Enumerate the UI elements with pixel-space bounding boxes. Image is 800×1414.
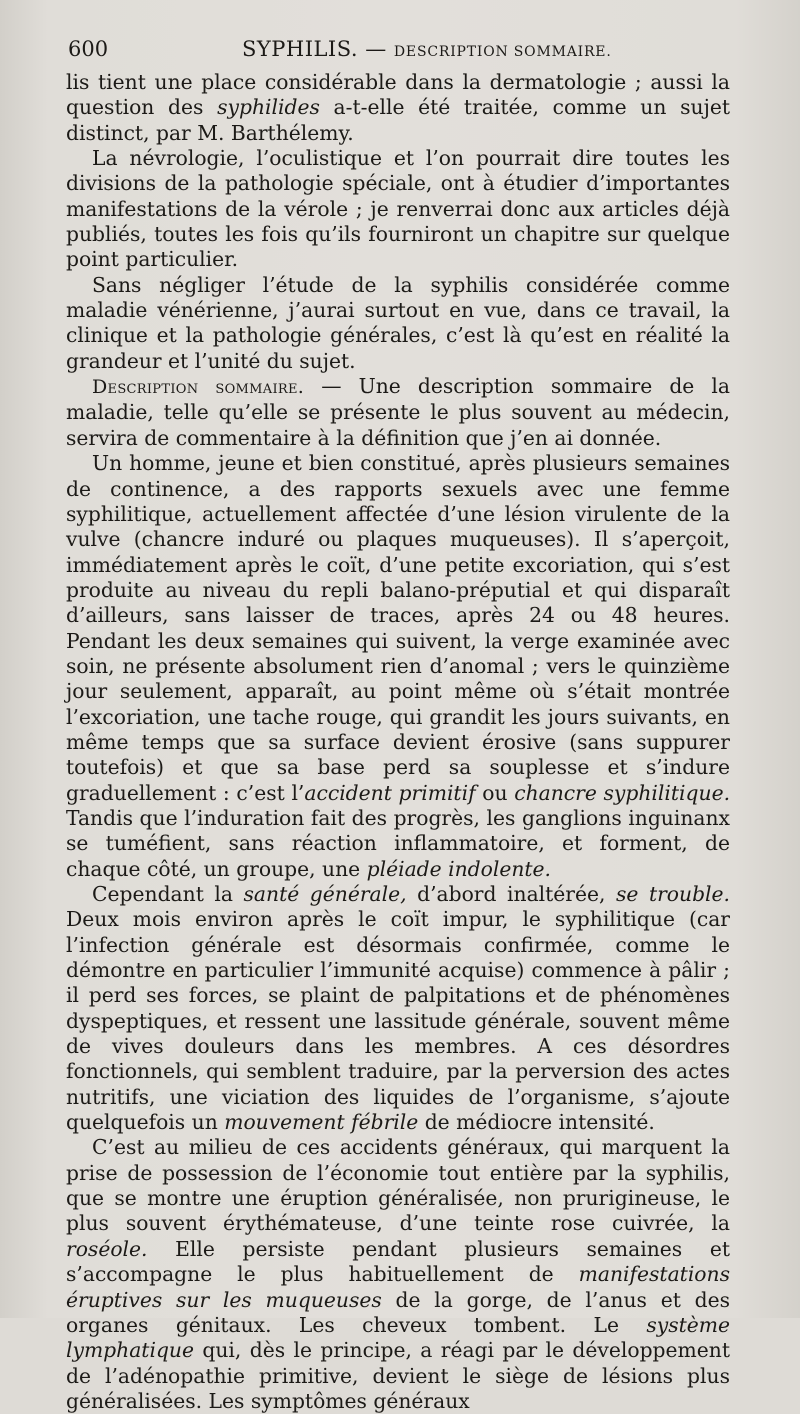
text-run: — Une description sommaire de la maladie, telle qu’elle se présente le plus souvent au médecin, servira de commentaire à la définition que j’en ai donnée.	[66, 374, 730, 450]
italic-phrase: système lymphatique	[66, 1312, 730, 1363]
page-number: 600	[68, 37, 109, 61]
section-heading: Description sommaire.	[92, 376, 305, 399]
text-run: C’est au milieu de ces accidents généraux, qui marquent la prise de possession de l’économie tout entière par la syphilis, que se montre une éruption généralisée, non prurigineuse, le plus souvent érythémateuse, d’une teinte rose cuivrée, la	[66, 1135, 730, 1236]
running-title	[242, 34, 612, 67]
text-run: lis tient une place considérable dans la dermatologie ; aussi la question des	[66, 70, 730, 120]
text-run: Deux mois environ après le coït impur, le syphilitique (car l’infection générale est désormais confirmée, comme le démontre en particulier l’immunité acquise) commence à pâlir ; il perd ses forces, se plaint de palpitations et de phénomènes dyspeptiques, et ressent une lassitude générale, souvent même de vives douleurs dans les membres. A ces désordres fonctionnels, qui semblent traduire, par la perversion des actes nutritifs, une viciation des liquides de l’organisme, s’ajoute quelquefois un	[66, 907, 730, 1135]
text-run: de médiocre intensité.	[418, 1110, 655, 1135]
text-run: Cependant la	[92, 882, 244, 906]
paragraph	[66, 451, 730, 882]
italic-phrase: pléiade indolente.	[366, 856, 551, 881]
paragraph	[66, 273, 730, 374]
text-run: ou	[475, 780, 515, 805]
text-run: Sans négliger l’étude de la syphilis considérée comme maladie vénérienne, j’aurai surtout en vue, dans ce travail, la clinique et la pathologie générales, c’est là qu’est en réalité la grandeur et l’unité du sujet.	[66, 272, 730, 373]
italic-phrase: se trouble.	[616, 882, 730, 906]
body-text	[66, 70, 730, 1414]
text-run: Tandis que l’induration fait des progrès, les ganglions inguinanx se tuméfient, sans réaction inflammatoire, et forment, de chaque côté, un groupe, une	[66, 805, 730, 881]
italic-phrase: mouvement fébrile	[224, 1110, 419, 1135]
text-run: La névrologie, l’oculistique et l’on pourrait dire toutes les divisions de la pathologie spéciale, ont à étudier d’importantes manifestations de la vérole ; je renverrai donc aux articles déjà publiés, toutes les fois qu’ils fourniront un chapitre sur quelque point particulier.	[66, 146, 730, 272]
italic-phrase: roséole.	[66, 1236, 148, 1261]
text-run: a-t-elle été traitée, comme un sujet distinct, par M. Barthélemy.	[66, 95, 731, 145]
running-title-main: SYPHILIS. —	[242, 37, 387, 61]
italic-phrase: manifestations éruptives sur les muqueuses	[66, 1262, 730, 1312]
italic-phrase: syphilides	[217, 95, 320, 120]
italic-phrase: chancre syphilitique.	[514, 780, 731, 805]
italic-phrase: santé générale,	[243, 882, 407, 906]
text-run: Un homme, jeune et bien constitué, après plusieurs semaines de continence, a des rapports sexuels avec une femme syphilitique, actuellement affectée d’une lésion virulente de la vulve (chancre induré ou plaques muqueuses). Il s’aperçoit, immédiatement après le coït, d’une petite excoriation, qui s’est produite au niveau du repli balano-préputial et qui disparaît d’ailleurs, sans laisser de traces, après 24 ou 48 heures. Pendant les deux semaines qui suivent, la verge examinée avec soin, ne présente absolument rien d’anomal ; vers le quinzième jour seulement, apparaît, au point même où s’était montrée l’excoriation, une tache rouge, qui grandit les jours suivants, en même temps que sa surface devient érosive (sans suppurer toutefois) et que sa base perd sa souplesse et s’indure graduellement : c’est l’	[66, 451, 730, 805]
paragraph	[66, 882, 730, 1135]
text-run: de la gorge, de l’anus et des organes génitaux. Les cheveux tombent. Le	[66, 1287, 730, 1337]
text-run: Elle persiste pendant plusieurs semaines et s’accompagne le plus habituellement de	[66, 1236, 730, 1287]
paragraph	[66, 70, 730, 146]
paragraph	[66, 146, 730, 273]
running-header	[66, 34, 730, 64]
text-run: qui, dès le principe, a réagi par le développement de l’adénopathie primitive, devient le siège de lésions plus généralisées. Les symptômes généraux	[66, 1338, 730, 1413]
text-run: d’abord inaltérée,	[406, 882, 616, 906]
italic-phrase: accident primitif	[304, 780, 476, 805]
paragraph	[66, 1135, 730, 1414]
paragraph	[66, 374, 730, 451]
running-title-section: DESCRIPTION SOMMAIRE.	[393, 44, 612, 60]
